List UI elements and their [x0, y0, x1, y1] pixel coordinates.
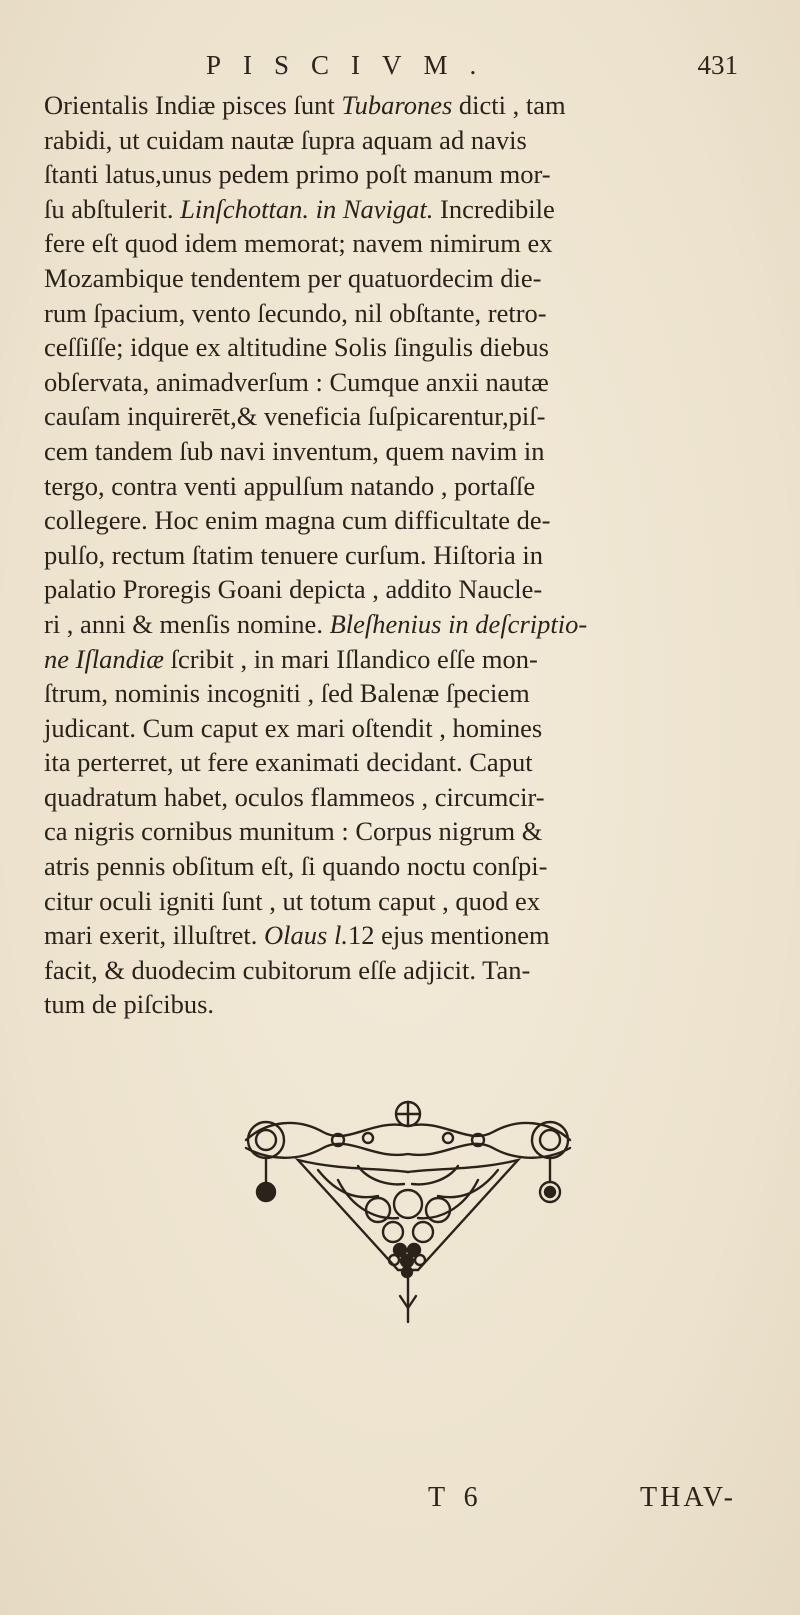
citation: Olaus l. — [264, 920, 348, 951]
text-line — [44, 849, 750, 884]
text-segment: dicti , tam — [452, 90, 566, 120]
text-segment: quadratum habet, oculos flammeos , circumcir- — [44, 781, 545, 812]
text-segment: cem tandem ſub navi inventum, quem navim in — [44, 435, 545, 466]
text-line — [44, 330, 750, 365]
text-segment: ceſſiſſe; idque ex altitudine Solis ſingulis diebus — [44, 332, 549, 363]
citation: Bleſhenius in deſcriptio- — [329, 608, 588, 639]
text-segment: palatio Proregis Goani depicta , addito Naucle- — [44, 574, 543, 605]
text-line — [44, 192, 750, 227]
text-segment: judicant. Cum caput ex mari oſtendit , homines — [44, 712, 543, 743]
text-line — [44, 261, 750, 296]
text-line — [44, 780, 750, 815]
text-line — [44, 399, 750, 434]
text-line — [44, 987, 750, 1022]
text-segment: mari exerit, illuſtret. — [44, 920, 265, 951]
text-line — [44, 814, 750, 849]
text-line — [44, 538, 750, 573]
text-line — [44, 572, 750, 607]
catchline — [0, 1482, 800, 1522]
text-segment: facit, & duodecim cubitorum eſſe adjicit. Tan- — [44, 954, 531, 985]
text-line — [44, 434, 750, 469]
text-segment: ri , anni & menſis nomine. — [44, 608, 330, 639]
text-segment: ſtrum, nominis incogniti , ſed Balenæ ſpeciem — [44, 678, 530, 709]
text-line — [44, 676, 750, 711]
citation: ne Iſlandiæ — [44, 643, 164, 674]
text-segment: atris pennis obſitum eſt, ſi quando noctu conſpi- — [44, 851, 548, 882]
text-segment: rabidi, ut cuidam nautæ ſupra aquam ad navis — [44, 124, 527, 155]
text-segment: Incredibile — [433, 193, 555, 224]
text-line — [44, 745, 750, 780]
body-text — [44, 88, 750, 1022]
text-segment: rum ſpacium, vento ſecundo, nil obſtante, retro- — [44, 297, 547, 328]
text-line — [44, 365, 750, 400]
page-header — [196, 50, 756, 86]
text-line — [44, 503, 750, 538]
text-segment: obſervata, animadverſum : Cumque anxii nautæ — [44, 366, 549, 397]
text-segment: tergo, contra venti appulſum natando , portaſſe — [44, 470, 536, 501]
text-segment: ita perterret, ut fere exanimati decidant. Caput — [44, 747, 533, 778]
signature-mark: T 6 — [428, 1482, 484, 1513]
text-line — [44, 123, 750, 158]
text-segment: fere eſt quod idem memorat; navem nimirum ex — [44, 228, 553, 259]
catchword: THAV- — [640, 1482, 736, 1513]
text-line — [44, 296, 750, 331]
text-segment: ca nigris cornibus munitum : Corpus nigrum & — [44, 816, 543, 847]
text-segment: collegere. Hoc enim magna cum difficultate de- — [44, 505, 551, 536]
text-line — [44, 918, 750, 953]
text-segment: Orientalis Indiæ pisces ſunt — [44, 90, 342, 120]
text-segment: Mozambique tendentem per quatuordecim die- — [44, 262, 542, 293]
text-segment: cauſam inquirerēt,& veneficia ſuſpicarentur,piſ- — [44, 401, 546, 432]
text-segment: ſtanti latus,unus pedem primo poſt manum mor- — [44, 159, 551, 190]
text-line — [44, 884, 750, 919]
text-segment: 12 ejus mentionem — [347, 920, 550, 951]
floral-tailpiece-ornament — [228, 1100, 588, 1350]
text-line — [44, 711, 750, 746]
text-line — [44, 157, 750, 192]
text-line — [44, 469, 750, 504]
text-line — [44, 607, 750, 642]
text-segment: citur oculi igniti ſunt , ut totum caput , quod ex — [44, 885, 541, 916]
text-segment: ſu abſtulerit. — [44, 193, 181, 224]
text-line — [44, 953, 750, 988]
citation: Tubarones — [341, 90, 453, 120]
text-line — [44, 642, 750, 677]
text-segment: pulſo, rectum ſtatim tenuere curſum. Hiſtoria in — [44, 539, 543, 570]
running-head: PISCIVM. — [206, 50, 499, 80]
citation: Linſchottan. in Navigat. — [180, 193, 434, 224]
text-segment: tum de piſcibus. — [44, 989, 215, 1020]
text-line — [44, 88, 750, 123]
text-line — [44, 226, 750, 261]
text-segment: ſcribit , in mari Iſlandico eſſe mon- — [163, 643, 538, 674]
page-number: 431 — [697, 50, 738, 80]
